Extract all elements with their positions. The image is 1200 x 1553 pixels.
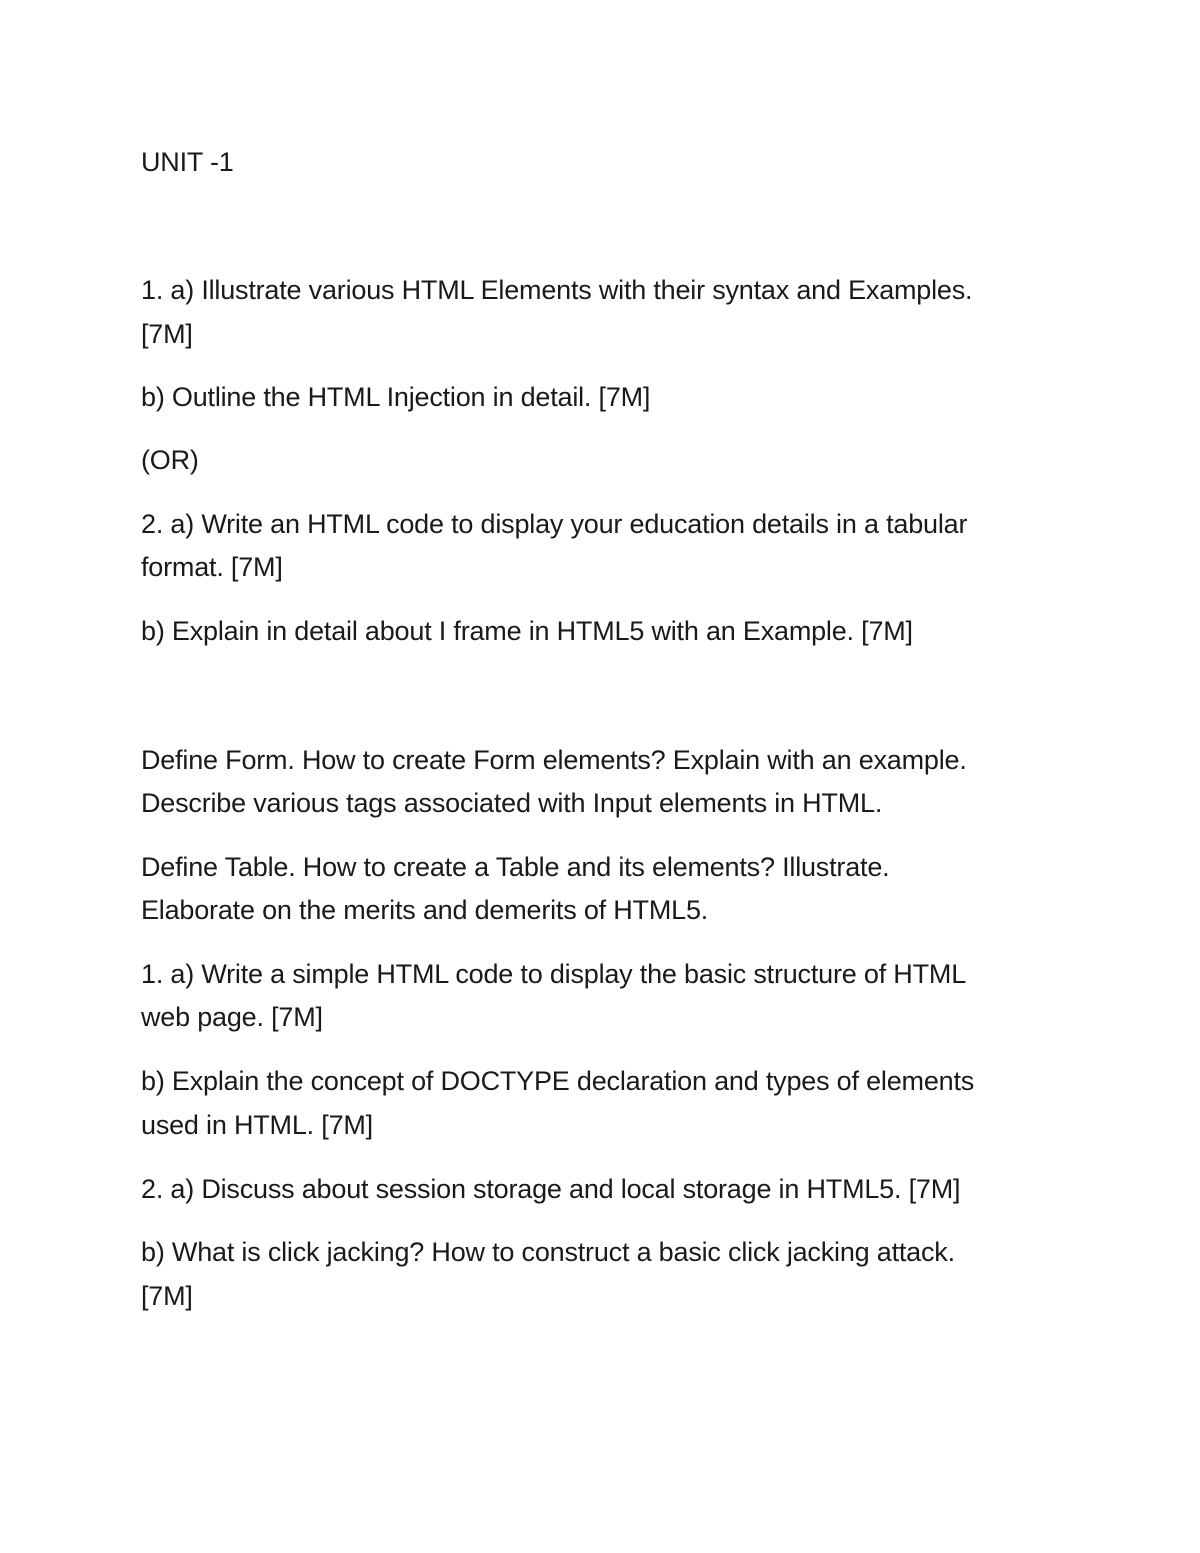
text-line: [7M]	[141, 1281, 193, 1311]
text-line: b) Explain in detail about I frame in HTML5 with an Example. [7M]	[141, 616, 913, 646]
text-line: 2. a) Write an HTML code to display your education details in a tabular	[141, 509, 968, 539]
text-line: 1. a) Illustrate various HTML Elements with their syntax and Examples.	[141, 275, 973, 305]
text-line: Elaborate on the merits and demerits of HTML5.	[141, 895, 709, 925]
text-line: Define Table. How to create a Table and its elements? Illustrate.	[141, 852, 890, 882]
text-line: [7M]	[141, 319, 193, 349]
text-line: web page. [7M]	[141, 1002, 323, 1032]
text-line: (OR)	[141, 445, 199, 475]
text-line: 1. a) Write a simple HTML code to display the basic structure of HTML	[141, 959, 967, 989]
text-line: b) Explain the concept of DOCTYPE declaration and types of elements	[141, 1066, 975, 1096]
text-line: b) What is click jacking? How to construct a basic click jacking attack.	[141, 1237, 955, 1267]
text-line: b) Outline the HTML Injection in detail. [7M]	[141, 382, 651, 412]
text-line: format. [7M]	[141, 552, 283, 582]
unit-title: UNIT -1	[141, 147, 234, 177]
text-line: Describe various tags associated with Input elements in HTML.	[141, 788, 883, 818]
text-line: Define Form. How to create Form elements? Explain with an example.	[141, 745, 967, 775]
text-line: used in HTML. [7M]	[141, 1110, 373, 1140]
text-line: 2. a) Discuss about session storage and local storage in HTML5. [7M]	[141, 1174, 961, 1204]
